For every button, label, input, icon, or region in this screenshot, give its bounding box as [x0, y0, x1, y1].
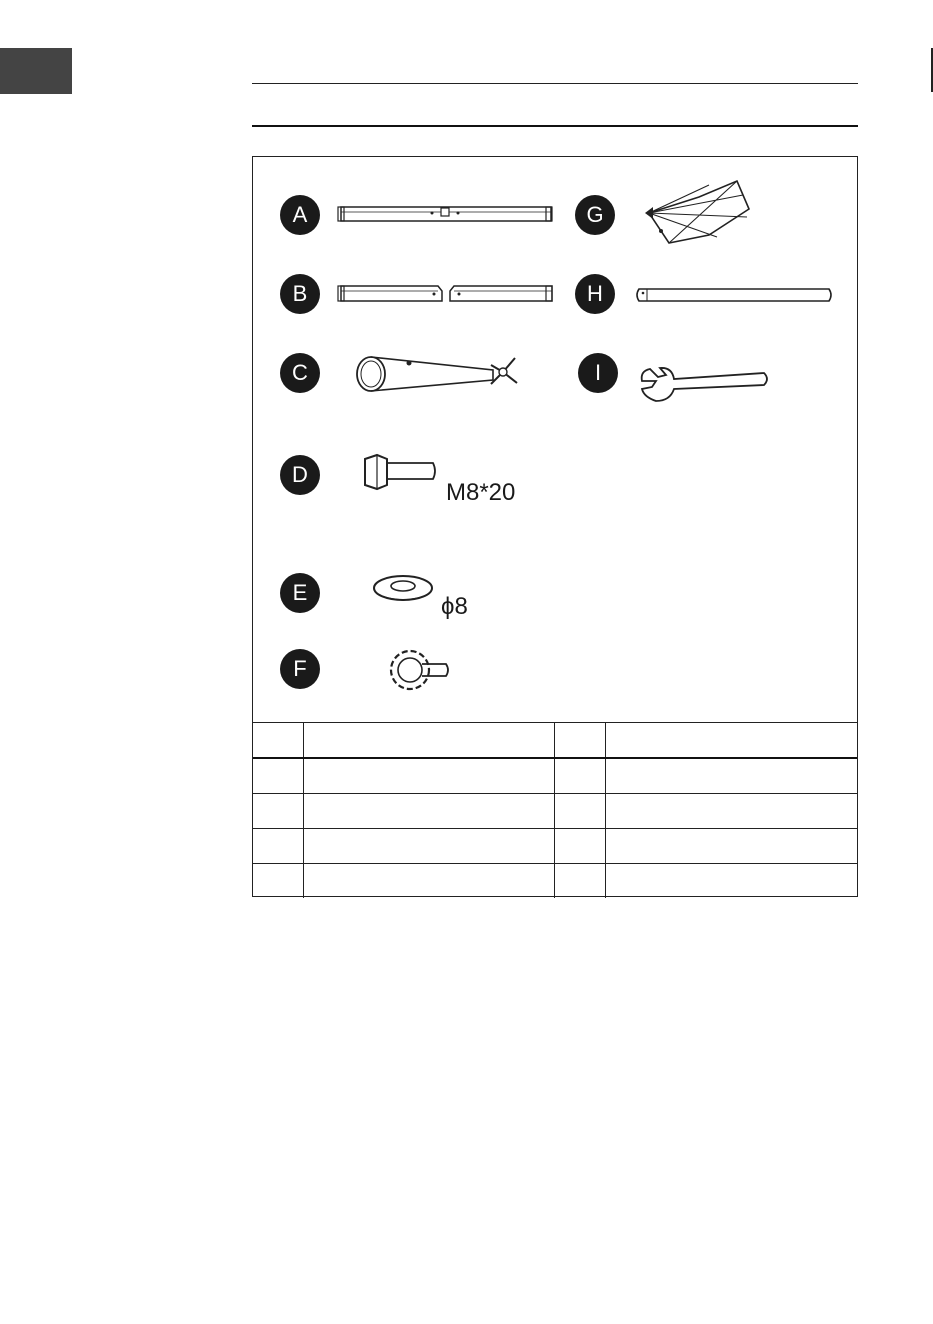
umbrella-canopy-icon [639, 177, 759, 257]
table-cell [303, 758, 555, 794]
table-cell [303, 794, 555, 829]
pole-tube-icon [633, 285, 838, 307]
table-cell [303, 829, 555, 864]
wrench-icon [638, 363, 773, 408]
table-cell [606, 794, 857, 829]
part-badge-c: C [280, 353, 320, 393]
table-cell [606, 758, 857, 794]
part-badge-d: D [280, 455, 320, 495]
table-cell [555, 723, 606, 759]
part-badge-h: H [575, 274, 615, 314]
table-row [253, 794, 857, 829]
table-cell [555, 794, 606, 829]
part-badge-f: F [280, 649, 320, 689]
part-badge-a: A [280, 195, 320, 235]
part-badge-e: E [280, 573, 320, 613]
parts-overview-box [252, 156, 858, 897]
table-cell [253, 723, 303, 759]
table-cell [555, 864, 606, 899]
parts-list-table [253, 722, 857, 898]
hex-bolt-icon [361, 451, 441, 496]
table-cell [555, 829, 606, 864]
table-cell [555, 758, 606, 794]
washer-icon [371, 571, 437, 605]
table-row [253, 758, 857, 794]
language-tab [0, 48, 72, 94]
table-header-row [253, 723, 857, 759]
frame-bar-icon [338, 201, 558, 231]
knob-screw-icon [388, 643, 458, 701]
table-cell [253, 864, 303, 899]
table-row [253, 829, 857, 864]
pole-bracket-icon [353, 350, 528, 410]
table-cell [606, 864, 857, 899]
table-cell [253, 758, 303, 794]
table-row [253, 864, 857, 899]
washer-spec-label: ϕ8 [441, 593, 468, 620]
bolt-spec-label: M8*20 [446, 479, 516, 506]
table-cell [303, 723, 555, 759]
part-badge-b: B [280, 274, 320, 314]
table-cell [606, 723, 857, 759]
table-cell [253, 794, 303, 829]
table-cell [303, 864, 555, 899]
header-rule-bottom [252, 125, 858, 127]
header-rule-top [252, 83, 858, 84]
part-badge-g: G [575, 195, 615, 235]
table-cell [606, 829, 857, 864]
part-badge-i: I [578, 353, 618, 393]
split-frame-bar-icon [338, 281, 558, 311]
table-cell [253, 829, 303, 864]
